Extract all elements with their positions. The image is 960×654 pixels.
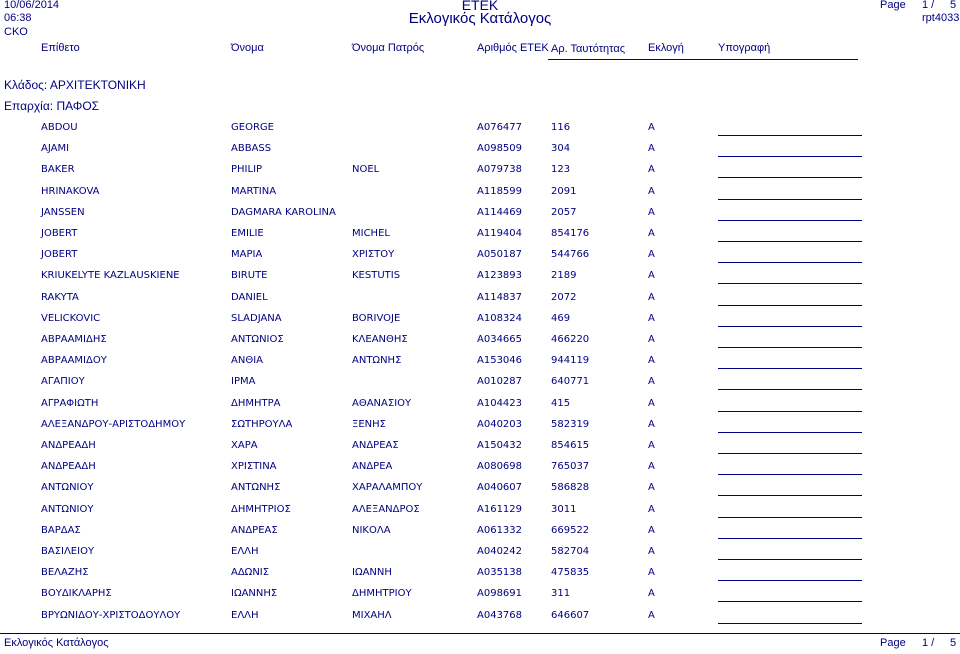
table-row: [0, 504, 960, 525]
id-number-cell: 582319: [551, 418, 590, 430]
table-row: [0, 482, 960, 503]
table-row: [0, 249, 960, 270]
signature-line: [718, 580, 862, 581]
etek-number-cell: A040203: [477, 418, 523, 430]
surname-cell: ΒΡΥΩΝΙΔΟΥ-ΧΡΙΣΤΟΔΟΥΛΟΥ: [41, 609, 181, 621]
footer-page-number: 1 /: [922, 637, 935, 649]
surname-cell: ΑΝΤΩΝΙΟΥ: [41, 503, 94, 515]
etek-number-cell: A118599: [477, 185, 523, 197]
signature-line: [718, 305, 862, 306]
surname-cell: ΒΑΣΙΛΕΙΟΥ: [41, 546, 95, 557]
report-code: rpt4033: [922, 12, 960, 24]
table-row: [0, 588, 960, 609]
etek-number-cell: A123893: [477, 270, 523, 282]
name-cell: ΑΝΘΙΑ: [231, 355, 263, 367]
col-election: Εκλογή: [648, 42, 684, 54]
name-cell: ΑΝΔΡΕΑΣ: [231, 524, 278, 536]
election-cell: A: [648, 270, 655, 282]
election-cell: A: [648, 249, 655, 261]
report-time: 06:38: [4, 12, 32, 24]
page-number: 1 /: [922, 0, 935, 11]
election-cell: A: [648, 588, 655, 600]
election-cell: A: [648, 376, 655, 388]
report-title: Εκλογικός Κατάλογος: [408, 10, 552, 27]
name-cell: DAGMARA KAROLINA: [231, 206, 336, 218]
etek-number-cell: A010287: [477, 376, 523, 388]
table-row: [0, 419, 960, 440]
election-cell: A: [648, 524, 655, 536]
etek-number-cell: A040242: [477, 546, 523, 557]
table-row: [0, 546, 960, 567]
father-name-cell: ΞΕΝΗΣ: [352, 418, 386, 430]
id-number-cell: 304: [551, 143, 571, 155]
district-heading: Επαρχία: ΠΑΦΟΣ: [4, 99, 100, 113]
father-name-cell: ΝΙΚΟΛΑ: [352, 524, 391, 536]
election-cell: A: [648, 122, 655, 133]
id-number-cell: 415: [551, 397, 571, 409]
page-total: 5: [950, 0, 957, 11]
surname-cell: HRINAKOVA: [41, 185, 100, 197]
signature-line: [718, 538, 862, 539]
etek-number-cell: A114837: [477, 291, 523, 303]
surname-cell: ΑΝΔΡΕΑΔΗ: [41, 461, 96, 473]
etek-number-cell: A098691: [477, 588, 523, 600]
father-name-cell: ΙΩΑΝΝΗ: [352, 567, 392, 579]
father-name-cell: ΑΝΔΡΕΑΣ: [352, 440, 399, 451]
report-date: 10/06/2014: [4, 0, 60, 11]
surname-cell: ΑΓΑΠΙΟΥ: [41, 376, 85, 388]
id-number-cell: 944119: [551, 355, 590, 367]
id-number-cell: 765037: [551, 461, 590, 473]
election-cell: A: [648, 440, 655, 451]
father-name-cell: ΑΘΑΝΑΣΙΟΥ: [352, 397, 412, 409]
id-number-cell: 582704: [551, 546, 590, 557]
signature-line: [718, 623, 862, 624]
father-name-cell: KESTUTIS: [352, 270, 401, 282]
election-cell: A: [648, 228, 655, 239]
signature-line: [718, 411, 862, 412]
election-cell: A: [648, 503, 655, 515]
election-cell: A: [648, 334, 655, 345]
surname-cell: ΑΝΤΩΝΙΟΥ: [41, 482, 94, 494]
etek-number-cell: A035138: [477, 567, 523, 579]
header-underline: [548, 59, 858, 60]
father-name-cell: ΔΗΜΗΤΡΙΟΥ: [352, 588, 412, 600]
father-name-cell: MICHEL: [352, 228, 390, 239]
father-name-cell: ΜΙΧΑΗΛ: [352, 609, 392, 621]
signature-line: [718, 347, 862, 348]
surname-cell: ΒΟΥΔΙΚΛΑΡΗΣ: [41, 588, 112, 600]
table-row: [0, 228, 960, 249]
id-number-cell: 123: [551, 164, 571, 176]
table-row: [0, 143, 960, 164]
table-row: [0, 292, 960, 313]
name-cell: ΔΗΜΗΤΡΙΟΣ: [231, 503, 291, 515]
table-row: [0, 567, 960, 588]
name-cell: ΜΑΡΙΑ: [231, 249, 263, 261]
signature-line: [718, 262, 862, 263]
surname-cell: JOBERT: [41, 249, 78, 261]
table-row: [0, 270, 960, 291]
table-row: [0, 164, 960, 185]
footer-page-total: 5: [950, 637, 957, 649]
org-name: ΕΤΕΚ: [461, 0, 499, 13]
etek-number-cell: A040607: [477, 482, 523, 494]
signature-line: [718, 601, 862, 602]
footer-rule: [0, 633, 960, 634]
id-number-cell: 586828: [551, 482, 590, 494]
name-cell: SLADJANA: [231, 312, 282, 324]
col-surname: Επίθετο: [41, 42, 80, 54]
name-cell: ΕΛΛΗ: [231, 609, 259, 621]
id-number-cell: 116: [551, 122, 571, 133]
election-cell: A: [648, 312, 655, 324]
table-row: [0, 461, 960, 482]
col-name: Όνομα: [231, 42, 264, 54]
name-cell: DANIEL: [231, 291, 268, 303]
father-name-cell: ΚΛΕΑΝΘΗΣ: [352, 334, 408, 345]
id-number-cell: 669522: [551, 524, 590, 536]
surname-cell: ABDOU: [41, 122, 78, 133]
signature-line: [718, 283, 862, 284]
id-number-cell: 311: [551, 588, 571, 600]
name-cell: ΑΔΩΝΙΣ: [231, 567, 270, 579]
page-label: Page: [880, 0, 906, 11]
etek-number-cell: A104423: [477, 397, 523, 409]
table-row: [0, 334, 960, 355]
signature-line: [718, 517, 862, 518]
org-code: CKO: [4, 26, 28, 38]
name-cell: ΧΡΙΣΤΙΝΑ: [231, 461, 277, 473]
signature-line: [718, 135, 862, 136]
name-cell: MARTINA: [231, 185, 277, 197]
election-cell: A: [648, 397, 655, 409]
name-cell: ABBASS: [231, 143, 272, 155]
table-row: [0, 122, 960, 143]
signature-line: [718, 220, 862, 221]
surname-cell: KRIUKELYTE KAZLAUSKIENE: [41, 270, 180, 282]
father-name-cell: ΑΝΤΩΝΗΣ: [352, 355, 402, 367]
signature-line: [718, 559, 862, 560]
etek-number-cell: A061332: [477, 524, 523, 536]
election-cell: A: [648, 143, 655, 155]
id-number-cell: 3011: [551, 503, 577, 515]
father-name-cell: BORIVOJE: [352, 312, 401, 324]
table-row: [0, 525, 960, 546]
signature-line: [718, 177, 862, 178]
id-number-cell: 854176: [551, 228, 590, 239]
table-row: [0, 355, 960, 376]
surname-cell: ΑΓΡΑΦΙΩΤΗ: [41, 397, 99, 409]
surname-cell: AJAMI: [41, 143, 70, 155]
col-signature: Υπογραφή: [718, 42, 771, 54]
surname-cell: ΑΝΔΡΕΑΔΗ: [41, 440, 96, 451]
surname-cell: BAKER: [41, 164, 75, 176]
etek-number-cell: A050187: [477, 249, 523, 261]
election-cell: A: [648, 185, 655, 197]
name-cell: ΕΛΛΗ: [231, 546, 259, 557]
surname-cell: ΒΑΡΔΑΣ: [41, 524, 81, 536]
table-row: [0, 313, 960, 334]
table-row: [0, 440, 960, 461]
etek-number-cell: A076477: [477, 122, 523, 133]
footer-page-label: Page: [880, 637, 906, 649]
surname-cell: ΑΒΡΑΑΜΙΔΟΥ: [41, 355, 107, 367]
id-number-cell: 2091: [551, 185, 577, 197]
id-number-cell: 469: [551, 312, 571, 324]
election-cell: A: [648, 206, 655, 218]
surname-cell: VELICKOVIC: [41, 312, 101, 324]
col-id-no: Αρ. Ταυτότητας: [551, 43, 626, 55]
name-cell: ΑΝΤΩΝΗΣ: [231, 482, 281, 494]
surname-cell: RAKYTA: [41, 291, 79, 303]
election-cell: A: [648, 291, 655, 303]
name-cell: ΙΡΜΑ: [231, 376, 256, 388]
election-cell: A: [648, 355, 655, 367]
surname-cell: ΑΛΕΞΑΝΔΡΟΥ-ΑΡΙΣΤΟΔΗΜΟΥ: [41, 418, 186, 430]
etek-number-cell: A119404: [477, 228, 523, 239]
name-cell: ΧΑΡΑ: [231, 440, 258, 451]
col-etek-no: Αριθμός ΕΤΕΚ: [477, 42, 549, 54]
election-cell: A: [648, 567, 655, 579]
surname-cell: JANSSEN: [41, 206, 85, 218]
election-cell: A: [648, 609, 655, 621]
signature-line: [718, 241, 862, 242]
id-number-cell: 466220: [551, 334, 590, 345]
etek-number-cell: A098509: [477, 143, 523, 155]
signature-line: [718, 474, 862, 475]
name-cell: ΔΗΜΗΤΡΑ: [231, 397, 281, 409]
signature-line: [718, 156, 862, 157]
name-cell: BIRUTE: [231, 270, 268, 282]
etek-number-cell: A114469: [477, 206, 523, 218]
table-row: [0, 376, 960, 397]
election-cell: A: [648, 482, 655, 494]
etek-number-cell: A080698: [477, 461, 523, 473]
id-number-cell: 646607: [551, 609, 590, 621]
signature-line: [718, 495, 862, 496]
branch-heading: Κλάδος: ΑΡΧΙΤΕΚΤΟΝΙΚΗ: [4, 78, 146, 92]
name-cell: ΑΝΤΩΝΙΟΣ: [231, 334, 284, 345]
name-cell: EMILIE: [231, 228, 264, 239]
father-name-cell: ΑΝΔΡΕΑ: [352, 461, 393, 473]
election-cell: A: [648, 546, 655, 557]
id-number-cell: 475835: [551, 567, 590, 579]
surname-cell: JOBERT: [41, 228, 78, 239]
name-cell: GEORGE: [231, 122, 274, 133]
surname-cell: ΒΕΛΑΖΗΣ: [41, 567, 89, 579]
surname-cell: ΑΒΡΑΑΜΙΔΗΣ: [41, 334, 107, 345]
table-row: [0, 610, 960, 631]
etek-number-cell: A150432: [477, 440, 523, 451]
name-cell: ΙΩΑΝΝΗΣ: [231, 588, 278, 600]
election-cell: A: [648, 418, 655, 430]
etek-number-cell: A034665: [477, 334, 523, 345]
id-number-cell: 2189: [551, 270, 577, 282]
etek-number-cell: A161129: [477, 503, 523, 515]
col-father: Όνομα Πατρός: [352, 42, 425, 54]
father-name-cell: NOEL: [352, 164, 380, 176]
signature-line: [718, 432, 862, 433]
id-number-cell: 544766: [551, 249, 590, 261]
election-cell: A: [648, 461, 655, 473]
signature-line: [718, 453, 862, 454]
signature-line: [718, 389, 862, 390]
father-name-cell: ΧΑΡΑΛΑΜΠΟΥ: [352, 482, 423, 494]
etek-number-cell: A153046: [477, 355, 523, 367]
table-row: [0, 207, 960, 228]
father-name-cell: ΧΡΙΣΤΟΥ: [352, 249, 395, 261]
election-cell: A: [648, 164, 655, 176]
id-number-cell: 2057: [551, 206, 577, 218]
signature-line: [718, 199, 862, 200]
father-name-cell: ΑΛΕΞΑΝΔΡΟΣ: [352, 503, 420, 515]
name-cell: PHILIP: [231, 164, 263, 176]
id-number-cell: 2072: [551, 291, 577, 303]
name-cell: ΣΩΤΗΡΟΥΛΑ: [231, 418, 293, 430]
etek-number-cell: A043768: [477, 609, 523, 621]
signature-line: [718, 368, 862, 369]
etek-number-cell: A108324: [477, 312, 523, 324]
table-row: [0, 186, 960, 207]
signature-line: [718, 326, 862, 327]
id-number-cell: 640771: [551, 376, 590, 388]
etek-number-cell: A079738: [477, 164, 523, 176]
id-number-cell: 854615: [551, 440, 590, 451]
footer-title: Εκλογικός Κατάλογος: [4, 637, 109, 649]
table-row: [0, 398, 960, 419]
